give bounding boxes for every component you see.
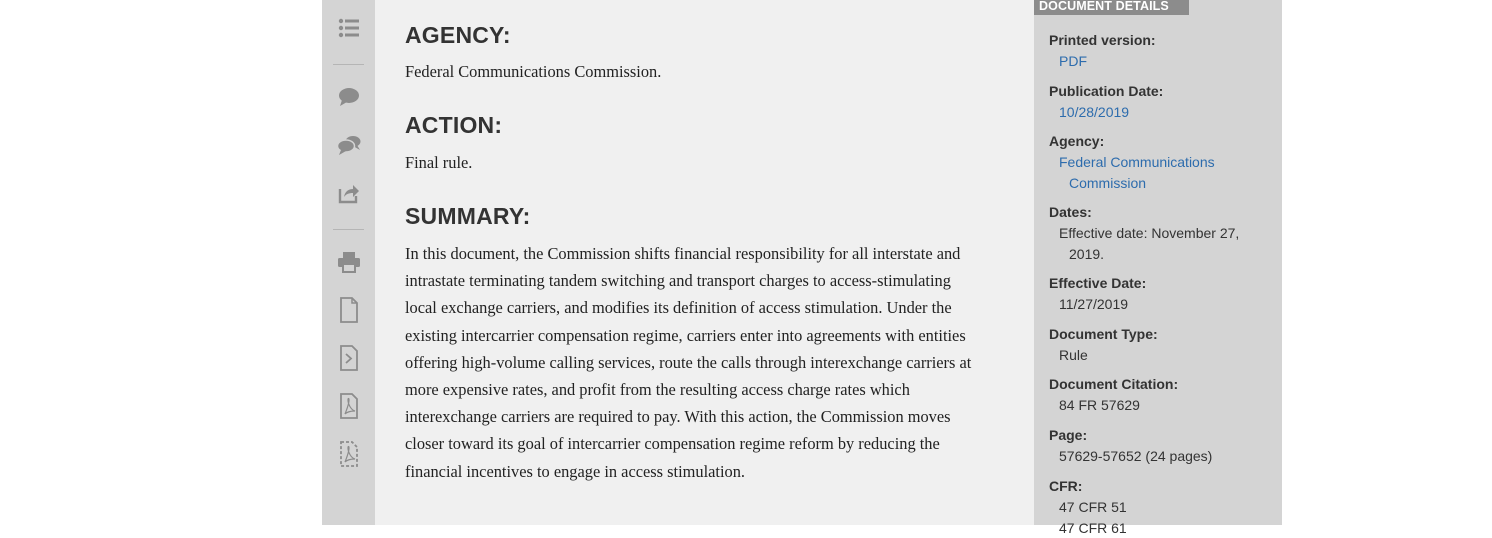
sidebar-header: DOCUMENT DETAILS xyxy=(1034,0,1189,15)
document-type-value: Rule xyxy=(1049,345,1264,366)
comments-icon[interactable] xyxy=(336,132,362,158)
cfr-value: 47 CFR 51 xyxy=(1049,497,1264,518)
pdf-icon[interactable] xyxy=(336,393,362,419)
page-label: Page: xyxy=(1049,426,1264,444)
summary-heading: SUMMARY: xyxy=(405,203,531,230)
agency-label: Agency: xyxy=(1049,132,1264,150)
cfr-value: 47 CFR 61 xyxy=(1049,518,1264,538)
agency-link[interactable]: Federal Communications Commission xyxy=(1049,152,1234,193)
document-content xyxy=(375,0,1034,525)
pdf-dashed-icon[interactable] xyxy=(336,441,362,467)
agency xyxy=(1049,132,1264,193)
printed-version xyxy=(1049,31,1264,72)
print-icon[interactable] xyxy=(336,249,362,275)
publication-date-link[interactable]: 10/28/2019 xyxy=(1049,102,1264,123)
document-citation-value: 84 FR 57629 xyxy=(1049,395,1264,416)
toolbar-divider xyxy=(333,229,364,230)
publication-date xyxy=(1049,82,1264,123)
toolbar-divider xyxy=(333,64,364,65)
summary-text: In this document, the Commission shifts financial responsibility for all interstate and intrastate terminating tandem switching and transport charges to access-stimulating local exchange carriers, and modifies its definition of access stimulation. Under the existing intercarrier compensation regime, carriers enter into agreements with entities offering high-volume calling services, route the calls through interexchange carriers at more expensive rates, and profit from the resulting access charge rates which interexchange carriers are required to pay. With this action, the Commission moves closer toward its goal of intercarrier compensation regime reform by reducing the financial incentives to engage in access stimulation. xyxy=(405,240,980,485)
printed-version-label: Printed version: xyxy=(1049,31,1264,49)
effective-date-value: 11/27/2019 xyxy=(1049,294,1264,315)
action-heading: ACTION: xyxy=(405,112,502,139)
document-toolbar xyxy=(322,0,375,525)
document-type-label: Document Type: xyxy=(1049,325,1264,343)
publication-date-label: Publication Date: xyxy=(1049,82,1264,100)
dates-value: Effective date: November 27, 2019. xyxy=(1049,223,1254,264)
effective-date xyxy=(1049,274,1264,315)
pdf-link[interactable]: PDF xyxy=(1049,51,1264,72)
dates xyxy=(1049,203,1264,264)
document-citation xyxy=(1049,375,1264,416)
cfr-label: CFR: xyxy=(1049,477,1264,495)
list-icon[interactable] xyxy=(336,15,362,41)
agency-text: Federal Communications Commission. xyxy=(405,62,980,82)
page-range xyxy=(1049,426,1264,467)
agency-heading: AGENCY: xyxy=(405,22,511,49)
action-text: Final rule. xyxy=(405,153,980,173)
comment-icon[interactable] xyxy=(336,84,362,110)
share-icon[interactable] xyxy=(336,180,362,206)
document-icon[interactable] xyxy=(336,297,362,323)
document-code-icon[interactable] xyxy=(336,345,362,371)
effective-date-label: Effective Date: xyxy=(1049,274,1264,292)
document-type xyxy=(1049,325,1264,366)
page-value: 57629-57652 (24 pages) xyxy=(1049,446,1264,467)
document-citation-label: Document Citation: xyxy=(1049,375,1264,393)
document-details-sidebar xyxy=(1034,0,1282,525)
cfr xyxy=(1049,477,1264,538)
dates-label: Dates: xyxy=(1049,203,1264,221)
